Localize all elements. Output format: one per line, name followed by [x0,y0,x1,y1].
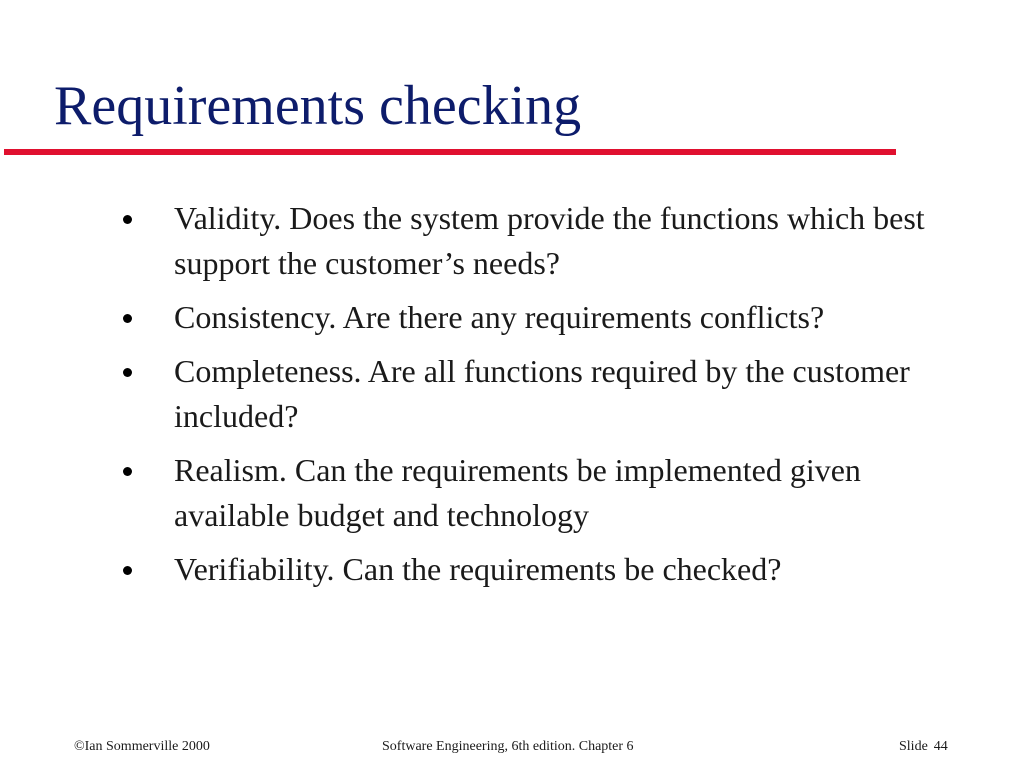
slide-title: Requirements checking [54,75,582,137]
bullet-list [120,196,940,601]
bullet-dot-icon [123,215,132,224]
bullet-text: Consistency. Are there any requirements conflicts? [174,299,825,335]
bullet-dot-icon [123,566,132,575]
bullet-item-completeness [120,349,940,439]
bullet-item-validity [120,196,940,286]
bullet-text: Realism. Can the requirements be implemented given available budget and technology [174,452,861,533]
bullet-item-verifiability [120,547,940,592]
bullet-item-realism [120,448,940,538]
slide-label: Slide [899,739,928,754]
bullet-text: Validity. Does the system provide the functions which best support the customer’s needs? [174,200,925,281]
bullet-text: Verifiability. Can the requirements be checked? [174,551,782,587]
bullet-item-consistency [120,295,940,340]
bullet-text: Completeness. Are all functions required by the customer included? [174,353,910,434]
slide-number: 44 [933,739,948,754]
bullet-dot-icon [123,368,132,377]
bullet-dot-icon [123,314,132,323]
footer-book-title: Software Engineering, 6th edition. Chapter 6 [382,739,634,754]
footer-slide-number [899,739,948,755]
bullet-dot-icon [123,467,132,476]
title-underline [4,149,896,155]
footer-copyright: ©Ian Sommerville 2000 [74,739,210,754]
